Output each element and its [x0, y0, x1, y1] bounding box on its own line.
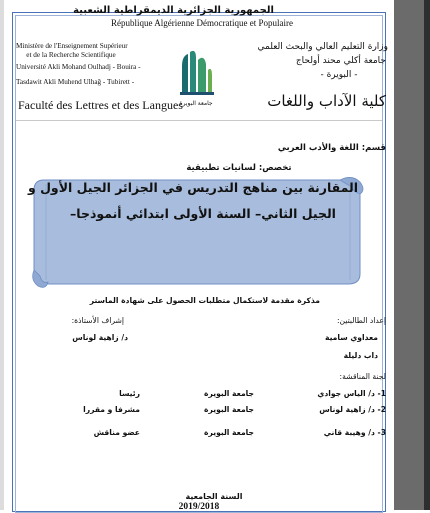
jury-member-3-role: عضو مناقش	[93, 428, 140, 437]
jury-member-2-role: مشرفا و مقررا	[83, 405, 140, 414]
university-ar: جامعة أكلي محند أولحاج	[295, 56, 386, 66]
city-ar: - البويرة -	[320, 70, 358, 80]
jury-member-1-role: رئيسا	[119, 389, 140, 398]
department-label: قسم: اللغة والأدب العربي	[277, 143, 386, 153]
jury-member-1-name: 1- د/ الياس جوادي	[317, 389, 386, 398]
university-kab: Tasdawit Akli Muhend Ulhaǧ - Tubirett -	[16, 78, 135, 86]
university-fr: Université Akli Mohand Oulhadj - Bouira -	[16, 63, 141, 71]
supervisor-name: د/ زاهية لوناس	[72, 333, 128, 342]
cover-page	[4, 0, 394, 510]
faculty-fr: Faculté des Lettres et des Langues	[18, 98, 183, 112]
logo-caption: جامعة البويرة	[179, 100, 213, 107]
jury-member-2-university: جامعة البويرة	[204, 405, 254, 414]
republic-fr: République Algérienne Démocratique et Populaire	[111, 18, 293, 28]
ministry-ar: وزارة التعليم العالي والبحث العلمي	[257, 42, 388, 52]
jury-member-2-name: 2- د/ زاهية لوناس	[319, 405, 386, 414]
header-divider	[16, 120, 382, 121]
thesis-title-line1: المقارنة بين مناهج التدريس في الجزائر الجيل الأول و	[27, 180, 358, 195]
faculty-ar: كلية الآداب واللغات	[267, 92, 386, 110]
university-logo-icon	[174, 46, 218, 98]
thesis-title-line2: الجيل الثاني– السنة الأولى ابتدائي أنموذجا–	[70, 206, 336, 221]
jury-member-3-name: 3- د/ وهيبة قاني	[323, 428, 386, 437]
academic-year-value: 2019/2018	[178, 502, 220, 512]
jury-label: لجنة المناقشة:	[339, 372, 386, 381]
viewer-right-edge	[424, 0, 430, 510]
ministry-fr-line2: et de la Recherche Scientifique	[26, 51, 116, 59]
republic-ar: الجمهورية الجزائرية الديمقراطية الشعبية	[73, 5, 274, 16]
jury-member-1-university: جامعة البويرة	[204, 389, 254, 398]
jury-member-3-university: جامعة البويرة	[204, 428, 254, 437]
students-label: إعداد الطالبتين:	[336, 316, 386, 325]
specialty-label: تخصص: لسانيات تطبيقية	[186, 163, 292, 173]
supervisor-label: إشراف الأستاذة:	[71, 316, 124, 325]
student-name-1: معداوي سامية	[324, 333, 378, 342]
academic-year-label: السنة الجامعية	[185, 492, 243, 501]
memo-note: مذكرة مقدمة لاستكمال متطلبات الحصول على شهادة الماستر	[89, 296, 320, 305]
ministry-fr-line1: Ministère de l'Enseignement Supérieur	[16, 42, 128, 50]
student-name-2: داب دليلة	[343, 351, 378, 360]
